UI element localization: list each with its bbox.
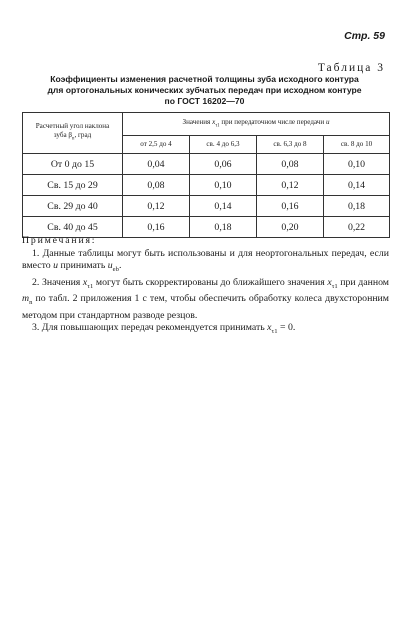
table-row xyxy=(23,175,390,196)
ratio-header-4: св. 8 до 10 xyxy=(324,136,390,154)
row-label: Св. 29 до 40 xyxy=(23,196,123,217)
table-cell: 0,22 xyxy=(324,217,390,238)
heading-line-3: по ГОСТ 16202—70 xyxy=(164,96,245,106)
note-3: 3. Для повышающих передач рекомендуется принимать $x_{\tau 1} = 0$. xyxy=(32,322,296,336)
table-cell: 0,12 xyxy=(123,196,190,217)
page-number: Стр. 59 xyxy=(344,30,385,42)
ratio-header-1: от 2,5 до 4 xyxy=(123,136,190,154)
table-cell: 0,06 xyxy=(190,154,257,175)
ratio-header-3: св. 6,3 до 8 xyxy=(257,136,324,154)
table-cell: 0,12 xyxy=(257,175,324,196)
table-cell: 0,18 xyxy=(190,217,257,238)
heading-line-2: для ортогональных конических зубчатых передач при исходном контуре xyxy=(47,85,362,95)
coefficient-table xyxy=(22,112,390,238)
table-cell: 0,16 xyxy=(123,217,190,238)
table-cell: 0,14 xyxy=(190,196,257,217)
ratio-header-2: св. 4 до 6,3 xyxy=(190,136,257,154)
table-cell: 0,18 xyxy=(324,196,390,217)
table-cell: 0,20 xyxy=(257,217,324,238)
note-1: 1. Данные таблицы могут быть использованы и для неортогональных передач, если вместо u принимать $u_{eb}$. xyxy=(22,247,389,274)
table-row xyxy=(23,196,390,217)
table-cell: 0,08 xyxy=(257,154,324,175)
row-label: Св. 40 до 45 xyxy=(23,217,123,238)
row-label: Св. 15 до 29 xyxy=(23,175,123,196)
table-cell: 0,08 xyxy=(123,175,190,196)
table-cell: 0,04 xyxy=(123,154,190,175)
table-cell: 0,10 xyxy=(324,154,390,175)
angle-header-line-1: Расчетный угол наклона xyxy=(35,122,110,131)
table-label: Таблица 3 xyxy=(317,62,385,74)
angle-header-line-2: зуба $\beta_n$, град xyxy=(53,131,92,142)
notes-section xyxy=(22,235,389,339)
table-heading xyxy=(18,74,391,107)
table-row xyxy=(23,154,390,175)
table-cell: 0,14 xyxy=(324,175,390,196)
note-2: 2. Значения $x_{\tau 1}$ могут быть скорректированы до ближайшего значения $x_{\tau 1}$ при данном $m_n$ по табл. 2 приложения 1 с тем, чтобы обеспечить обработку колеса двухсторонним методом при стандартном разводе резцов. xyxy=(22,276,389,321)
table-cell: 0,10 xyxy=(190,175,257,196)
ratio-span-header: Значения $x_{\tau 1}$ при передаточном числе передачи u xyxy=(123,113,390,136)
heading-line-1: Коэффициенты изменения расчетной толщины зуба исходного контура xyxy=(50,74,359,84)
table-cell: 0,16 xyxy=(257,196,324,217)
notes-title: Примечания: xyxy=(22,235,97,246)
row-label: От 0 до 15 xyxy=(23,154,123,175)
angle-column-header xyxy=(23,113,123,154)
